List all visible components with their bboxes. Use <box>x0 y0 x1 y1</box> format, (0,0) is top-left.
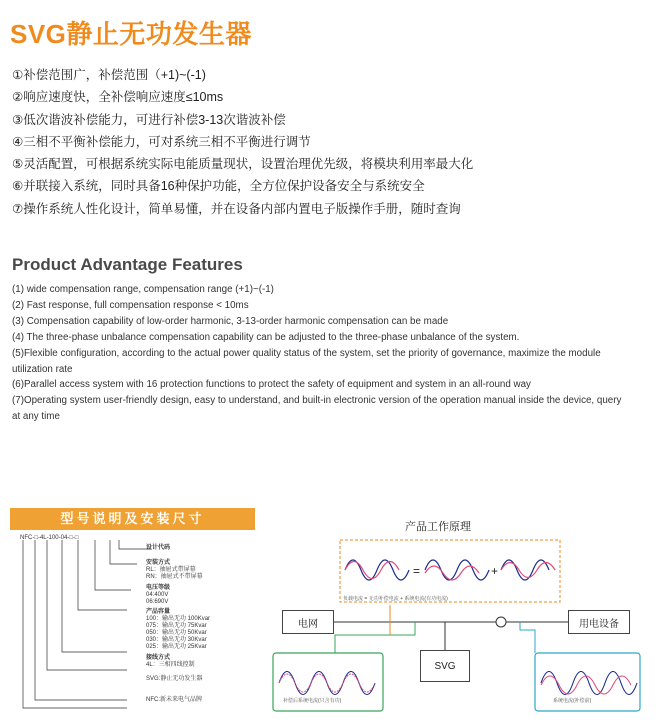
model-design-code: 设计代码 <box>146 545 171 551</box>
en-feature-item: (3) Compensation capability of low-order harmonic, 3-13-order harmonic compensation can be made <box>12 316 449 327</box>
svg-text:=: = <box>413 564 421 578</box>
model-voltage-2: 06:690V <box>146 599 169 605</box>
en-feature-item: (4) The three-phase unbalance compensation capability can be adjusted to the three-phase unbalance of the system. <box>12 332 520 343</box>
model-voltage-label: 电压等级 <box>146 585 171 591</box>
principle-top-caption: 负载电流 = 无功补偿电流 + 系统电流(有功电流) <box>343 596 448 602</box>
cn-feature-item: ⑦操作系统人性化设计，简单易懂，并在设备内部内置电子版操作手册，随时查询 <box>12 201 461 216</box>
model-svg-line: SVG:静止无功发生器 <box>146 676 203 682</box>
model-install-rn: RN：抽屉式不带屏幕 <box>146 574 203 580</box>
grid-box: 电网 <box>282 610 334 634</box>
svg-box: SVG <box>420 650 470 682</box>
en-feature-item: (2) Fast response, full compensation response < 10ms <box>12 300 249 311</box>
model-cap-2: 075：输出无功 75Kvar <box>146 623 207 629</box>
model-cap-3: 050：输出无功 50Kvar <box>146 630 207 636</box>
model-cap-4: 030：输出无功 30Kvar <box>146 637 207 643</box>
principle-title: 产品工作原理 <box>405 521 471 533</box>
model-voltage-1: 04:400V <box>146 592 169 598</box>
model-cap-1: 100：输出无功 100Kvar <box>146 616 211 622</box>
principle-left-caption: 补偿后系统电流(只含有功) <box>283 698 342 704</box>
principle-right-caption: 系统电流(补偿前) <box>553 698 592 704</box>
cn-feature-item: ①补偿范围广，补偿范围（+1)~(-1) <box>12 68 206 82</box>
en-feature-item: (1) wide compensation range, compensation range (+1)~(-1) <box>12 284 274 295</box>
en-feature-item: (6)Parallel access system with 16 protection functions to protect the safety of equipment and system in an all-round way <box>12 379 531 390</box>
model-code: NFC-□-4L-100-04-□-□ <box>20 535 79 541</box>
en-feature-list <box>12 282 632 424</box>
svg-text:+: + <box>491 564 499 578</box>
cn-feature-item: ⑤灵活配置，可根据系统实际电能质量现状，设置治理优先级，将模块利用率最大化 <box>12 157 474 172</box>
model-install-label: 安装方式 <box>146 560 171 566</box>
cn-feature-item: ③低次谐波补偿能力，可进行补偿3-13次谐波补偿 <box>12 112 286 127</box>
model-capacity-label: 产品容量 <box>146 609 171 615</box>
cn-feature-list <box>12 64 652 220</box>
model-nfc-line: NFC:新未来电气品牌 <box>146 697 202 703</box>
cn-feature-item: ⑥并联接入系统，同时具备16种保护功能，全方位保护设备安全与系统安全 <box>12 179 425 194</box>
load-box: 用电设备 <box>568 610 630 634</box>
cn-feature-item: ②响应速度快，全补偿响应速度≤10ms <box>12 90 224 105</box>
model-banner: 型号说明及安装尺寸 <box>10 508 255 530</box>
en-section-heading: Product Advantage Features <box>12 255 243 274</box>
model-wiring-1: 4L：三相四线控制 <box>146 662 195 668</box>
model-cap-5: 025：输出无功 25Kvar <box>146 644 207 650</box>
cn-feature-item: ④三相不平衡补偿能力，可对系统三相不平衡进行调节 <box>12 134 311 149</box>
model-install-rl: RL：抽屉式带屏幕 <box>146 567 196 573</box>
en-feature-item: (5)Flexible configuration, according to the actual power quality status of the system, set the priority of governance, maximize the module utilization rate <box>12 348 601 375</box>
en-feature-item: (7)Operating system user-friendly design, easy to understand, and built-in electronic version of the operation manual inside the device, query at any time <box>12 395 622 422</box>
page-title: SVG静止无功发生器 <box>10 19 252 49</box>
model-wiring-label: 接线方式 <box>146 655 171 661</box>
